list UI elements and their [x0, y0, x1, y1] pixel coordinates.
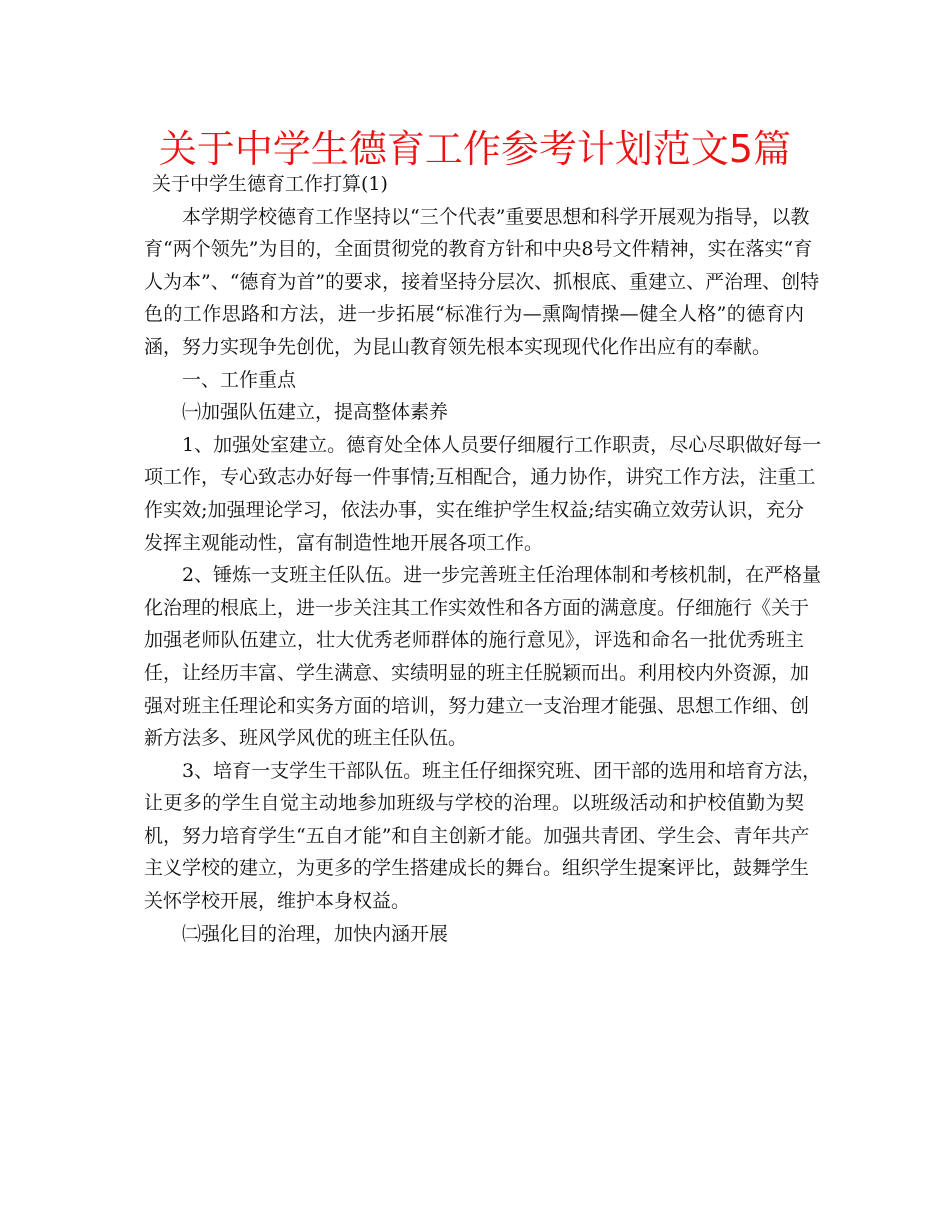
paragraph-line: 作实效;加强理论学习，依法办事，实在维护学生权益;结实确立效劳认识，充分 — [144, 498, 804, 521]
section-subtitle: 关于中学生德育工作打算(1) — [152, 173, 388, 195]
paragraph-line: 加强老师队伍建立，壮大优秀老师群体的施行意见》，评选和命名一批优秀班主 — [144, 629, 804, 652]
paragraph-line: 涵，努力实现争先创优，为昆山教育领先根本实现现代化作出应有的奉献。 — [144, 335, 772, 358]
paragraph-line: 色的工作思路和方法，进一步拓展“标准行为—熏陶情操—健全人格”的德育内 — [144, 303, 804, 326]
paragraph-line: 本学期学校德育工作坚持以“三个代表”重要思想和科学开展观为指导，以教 — [182, 205, 810, 228]
paragraph-line: 2、锤炼一支班主任队伍。进一步完善班主任治理体制和考核机制，在严格量 — [182, 564, 822, 587]
document-title: 关于中学生德育工作参考计划范文5篇 — [158, 127, 792, 171]
section-subheading: ㈡强化目的治理，加快内涵开展 — [182, 922, 449, 945]
paragraph-line: 3、培育一支学生干部队伍。班主任仔细探究班、团干部的选用和培育方法， — [182, 759, 822, 782]
paragraph-line: 人为本”、“德育为首”的要求，接着坚持分层次、抓根底、重建立、严治理、创特 — [144, 270, 820, 293]
paragraph-line: 发挥主观能动性，富有制造性地开展各项工作。 — [144, 531, 544, 554]
paragraph-line: 化治理的根底上，进一步关注其工作实效性和各方面的满意度。仔细施行《关于 — [144, 596, 810, 619]
section-heading: 一、工作重点 — [182, 368, 297, 391]
paragraph-line: 育“两个领先”为目的，全面贯彻党的教育方针和中央8号文件精神，实在落实“育 — [144, 238, 813, 261]
paragraph-line: 让更多的学生自觉主动地参加班级与学校的治理。以班级活动和护校值勤为契 — [144, 792, 804, 815]
paragraph-line: 1、加强处室建立。德育处全体人员要仔细履行工作职责，尽心尽职做好每一 — [182, 433, 822, 456]
paragraph-line: 新方法多、班风学风优的班主任队伍。 — [144, 727, 468, 750]
section-subheading: ㈠加强队伍建立，提高整体素养 — [182, 401, 449, 424]
paragraph-line: 强对班主任理论和实务方面的培训，努力建立一支治理才能强、思想工作细、创 — [144, 694, 810, 717]
paragraph-line: 主义学校的建立，为更多的学生搭建成长的舞台。组织学生提案评比，鼓舞学生 — [144, 857, 810, 880]
document-body — [144, 168, 822, 950]
paragraph-line: 任，让经历丰富、学生满意、实绩明显的班主任脱颖而出。利用校内外资源，加 — [144, 661, 810, 684]
paragraph-line: 关怀学校开展，维护本身权益。 — [144, 890, 411, 913]
paragraph-line: 项工作，专心致志办好每一件事情;互相配合，通力协作，讲究工作方法，注重工 — [144, 466, 816, 489]
paragraph-line: 机，努力培育学生“五自才能”和自主创新才能。加强共青团、学生会、青年共产 — [144, 824, 810, 847]
